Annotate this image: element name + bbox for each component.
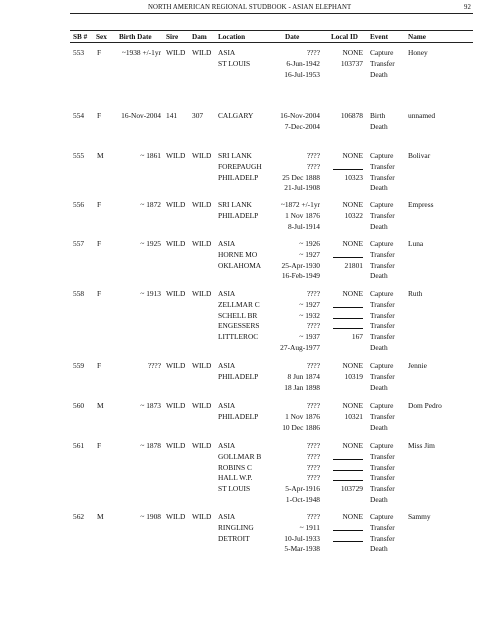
dam: WILD: [192, 48, 212, 57]
event-location: ASIA: [218, 512, 236, 521]
local-id: 103737: [340, 58, 363, 68]
event-location: PHILADELP: [218, 172, 259, 182]
local-id: [333, 251, 363, 260]
sb-number: 555: [73, 151, 85, 160]
studbook-title: NORTH AMERICAN REGIONAL STUDBOOK - ASIAN ELEPHANT: [148, 4, 352, 11]
birth-date: ~ 1908: [140, 512, 161, 521]
event-location: PHILADELP: [218, 210, 259, 220]
event-type: Death: [370, 422, 388, 432]
sex: F: [97, 361, 102, 370]
local-id: 10323: [344, 172, 363, 182]
event-type: Transfer: [370, 161, 395, 171]
event-date: ????: [306, 473, 320, 483]
event-date: 5-Apr-1916: [285, 484, 320, 494]
event-type: Transfer: [370, 533, 395, 543]
dam: WILD: [192, 401, 212, 410]
event-date: 16-Feb-1949: [281, 271, 320, 281]
event-date: ????: [306, 451, 320, 461]
event-location: GOLLMAR B: [218, 451, 262, 461]
event-location: ZELLMAR C: [218, 299, 260, 309]
sb-number: 556: [73, 200, 85, 209]
local-id: 10321: [344, 411, 363, 421]
event-date: ~ 1927: [299, 299, 320, 309]
sb-number: 559: [73, 361, 85, 370]
animal-name: Jennie: [408, 361, 427, 370]
event-date: ????: [306, 151, 320, 160]
birth-date: ~1938 +/-1yr: [121, 48, 161, 57]
event-date: 6-Jun-1942: [286, 58, 320, 68]
event-date: 18 Jan 1898: [284, 382, 320, 392]
local-id: 10319: [344, 371, 363, 381]
event-type: Death: [370, 343, 388, 352]
local-id: 167: [351, 332, 363, 342]
event-location: ASIA: [218, 289, 236, 298]
event-type: Birth: [370, 111, 386, 120]
sex: F: [97, 441, 102, 450]
event-location: CALGARY: [218, 111, 254, 120]
event-date: 21-Jul-1908: [284, 183, 320, 193]
sb-number: 561: [73, 441, 85, 450]
animal-name: Miss Jim: [408, 441, 435, 450]
sb-number: 554: [73, 111, 85, 120]
animal-name: Ruth: [408, 289, 423, 298]
birth-date: 16-Nov-2004: [121, 111, 161, 120]
local-id: 10322: [344, 210, 363, 220]
event-location: ASIA: [218, 361, 236, 370]
sire: WILD: [166, 200, 186, 209]
birth-date: ~ 1873: [140, 401, 161, 410]
sire: WILD: [166, 441, 186, 450]
dam: WILD: [192, 200, 212, 209]
animal-name: Dom Pedro: [408, 401, 442, 410]
event-type: Capture: [370, 239, 394, 248]
dam: 307: [192, 111, 204, 120]
sb-number: 558: [73, 289, 85, 298]
event-type: Transfer: [370, 249, 395, 259]
event-location: LITTLEROC: [218, 332, 259, 342]
animal-name: Empress: [408, 200, 434, 209]
event-date: ????: [306, 321, 320, 331]
sex: F: [97, 111, 102, 120]
local-id: [333, 524, 363, 533]
sb-number: 553: [73, 48, 85, 57]
event-location: SRI LANK: [218, 151, 252, 160]
event-type: Transfer: [370, 321, 395, 331]
event-type: Capture: [370, 401, 394, 410]
local-id: 103729: [340, 484, 363, 494]
event-location: HORNE MO: [218, 249, 258, 259]
local-id: [333, 535, 363, 544]
event-type: Capture: [370, 361, 394, 370]
animal-name: Sammy: [408, 512, 431, 521]
birth-date: ~ 1878: [140, 441, 161, 450]
col-location: Location: [218, 33, 246, 41]
event-date: ????: [306, 512, 320, 521]
col-sb: SB #: [73, 33, 88, 41]
local-id: NONE: [342, 512, 363, 521]
sire: 141: [166, 111, 178, 120]
birth-date: ~ 1861: [140, 151, 161, 160]
col-birth-date: Birth Date: [119, 33, 152, 41]
event-location: ST LOUIS: [218, 58, 251, 68]
dam: WILD: [192, 512, 212, 521]
event-type: Transfer: [370, 371, 395, 381]
local-id: [333, 453, 363, 462]
event-date: ????: [306, 161, 320, 171]
local-id: NONE: [342, 48, 363, 57]
col-sire: Sire: [166, 33, 179, 41]
event-type: Transfer: [370, 310, 395, 320]
event-date: 27-Aug-1977: [280, 343, 320, 352]
event-type: Capture: [370, 151, 394, 160]
event-location: OKLAHOMA: [218, 260, 262, 270]
page-number: 92: [464, 4, 471, 11]
event-type: Death: [370, 121, 388, 131]
event-type: Death: [370, 271, 388, 281]
event-location: HALL W.P.: [218, 473, 253, 483]
event-type: Transfer: [370, 260, 395, 270]
local-id: [333, 312, 363, 321]
event-location: PHILADELP: [218, 371, 259, 381]
event-location: ENGESSERS: [218, 321, 260, 331]
event-date: ~ 1926: [299, 239, 320, 248]
local-id: NONE: [342, 361, 363, 370]
dam: WILD: [192, 361, 212, 370]
sire: WILD: [166, 48, 186, 57]
header-rule: [70, 13, 473, 14]
event-location: ST LOUIS: [218, 484, 251, 494]
event-location: PHILADELP: [218, 411, 259, 421]
animal-name: Honey: [408, 48, 428, 57]
event-type: Capture: [370, 512, 394, 521]
event-location: SRI LANK: [218, 200, 252, 209]
event-date: ????: [306, 462, 320, 472]
dam: WILD: [192, 151, 212, 160]
event-type: Capture: [370, 441, 394, 450]
animal-name: unnamed: [408, 111, 436, 120]
event-type: Capture: [370, 48, 394, 57]
local-id: [333, 301, 363, 310]
animal-name: Bolivar: [408, 151, 431, 160]
local-id: [333, 322, 363, 331]
event-date: ~ 1937: [299, 332, 320, 342]
local-id: NONE: [342, 441, 363, 450]
event-date: ~ 1927: [299, 249, 320, 259]
event-location: FOREPAUGH: [218, 161, 262, 171]
birth-date: ~ 1925: [140, 239, 161, 248]
animal-name: Luna: [408, 239, 424, 248]
event-location: SCHELL BR: [218, 310, 258, 320]
event-type: Death: [370, 69, 388, 79]
event-type: Transfer: [370, 411, 395, 421]
event-date: 25 Dec 1888: [282, 172, 320, 182]
birth-date: ~ 1872: [140, 200, 161, 209]
event-date: 16-Nov-2004: [280, 111, 320, 120]
event-date: ????: [306, 361, 320, 370]
local-id: 21801: [344, 260, 363, 270]
dam: WILD: [192, 239, 212, 248]
column-header-top-rule: [70, 30, 473, 31]
sb-number: 562: [73, 512, 85, 521]
sex: M: [97, 151, 104, 160]
col-date: Date: [285, 33, 300, 41]
event-date: ????: [306, 401, 320, 410]
local-id: 106878: [340, 111, 363, 120]
event-location: ROBINS C: [218, 462, 252, 472]
event-date: ????: [306, 441, 320, 450]
event-location: RINGLING: [218, 522, 254, 532]
event-date: 10 Dec 1886: [282, 422, 320, 432]
dam: WILD: [192, 289, 212, 298]
sb-number: 557: [73, 239, 85, 248]
local-id: NONE: [342, 151, 363, 160]
sex: M: [97, 401, 104, 410]
event-location: ASIA: [218, 401, 236, 410]
event-type: Transfer: [370, 473, 395, 483]
sire: WILD: [166, 239, 186, 248]
event-type: Death: [370, 221, 388, 231]
event-location: ASIA: [218, 48, 236, 57]
local-id: [333, 474, 363, 483]
event-location: ASIA: [218, 441, 236, 450]
event-date: 1-Oct-1948: [285, 495, 320, 504]
sex: F: [97, 200, 102, 209]
col-local-id: Local ID: [331, 33, 358, 41]
local-id: [333, 163, 363, 172]
event-type: Death: [370, 382, 388, 392]
sex: F: [97, 48, 102, 57]
sire: WILD: [166, 401, 186, 410]
sire: WILD: [166, 289, 186, 298]
local-id: NONE: [342, 200, 363, 209]
event-date: ~ 1911: [299, 522, 320, 532]
event-type: Transfer: [370, 172, 395, 182]
event-location: ASIA: [218, 239, 236, 248]
column-header-bottom-rule: [70, 42, 473, 43]
local-id: [333, 464, 363, 473]
event-type: Capture: [370, 289, 394, 298]
event-date: ????: [306, 48, 320, 57]
col-name: Name: [408, 33, 426, 41]
event-type: Transfer: [370, 484, 395, 494]
birth-date: ????: [147, 361, 161, 370]
event-date: 1 Nov 1876: [285, 210, 320, 220]
event-type: Transfer: [370, 58, 395, 68]
event-type: Death: [370, 495, 388, 504]
local-id: NONE: [342, 401, 363, 410]
local-id: NONE: [342, 289, 363, 298]
event-type: Transfer: [370, 299, 395, 309]
col-dam: Dam: [192, 33, 207, 41]
col-sex: Sex: [96, 33, 107, 41]
event-type: Capture: [370, 200, 394, 209]
event-type: Death: [370, 544, 388, 554]
event-date: 10-Jul-1933: [284, 533, 320, 543]
local-id: NONE: [342, 239, 363, 248]
col-event: Event: [370, 33, 388, 41]
sex: M: [97, 512, 104, 521]
event-date: ????: [306, 289, 320, 298]
event-type: Transfer: [370, 522, 395, 532]
event-type: Death: [370, 183, 388, 193]
event-date: 1 Nov 1876: [285, 411, 320, 421]
sire: WILD: [166, 151, 186, 160]
birth-date: ~ 1913: [140, 289, 161, 298]
sire: WILD: [166, 512, 186, 521]
dam: WILD: [192, 441, 212, 450]
event-date: 5-Mar-1938: [284, 544, 320, 554]
event-type: Transfer: [370, 462, 395, 472]
sire: WILD: [166, 361, 186, 370]
event-date: 8-Jul-1914: [287, 221, 320, 231]
event-date: 7-Dec-2004: [284, 121, 320, 131]
event-date: ~1872 +/-1yr: [280, 200, 320, 209]
event-type: Transfer: [370, 451, 395, 461]
sex: F: [97, 239, 102, 248]
sex: F: [97, 289, 102, 298]
event-date: 16-Jul-1953: [284, 69, 320, 79]
event-date: 25-Apr-1930: [281, 260, 320, 270]
event-date: 8 Jun 1874: [287, 371, 320, 381]
sb-number: 560: [73, 401, 85, 410]
event-location: DETROIT: [218, 533, 250, 543]
event-type: Transfer: [370, 332, 395, 342]
event-type: Transfer: [370, 210, 395, 220]
event-date: ~ 1932: [299, 310, 320, 320]
